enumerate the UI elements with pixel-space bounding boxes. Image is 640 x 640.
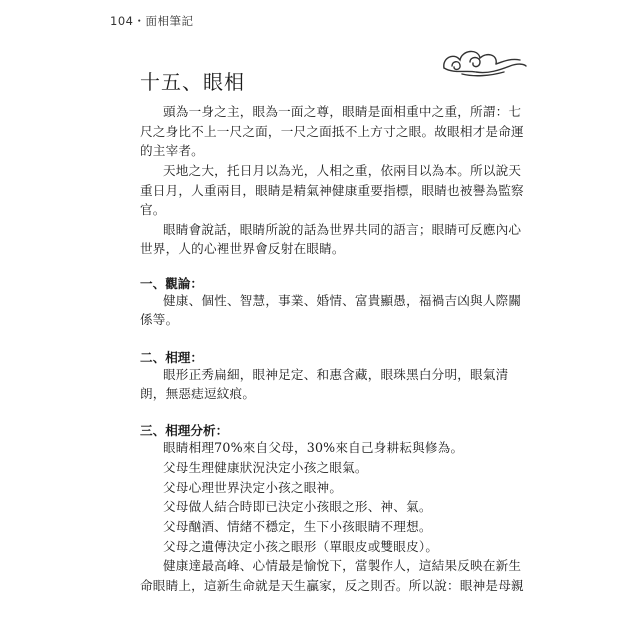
body-line: 父母生理健康狀況決定小孩之眼氣。 xyxy=(163,460,368,475)
cloud-ornament-icon xyxy=(440,44,528,78)
section-heading-1: 一、觀論： xyxy=(140,276,203,291)
chapter-title: 十五、眼相 xyxy=(140,70,245,94)
body-line: 健康達最高峰、心情最是愉悅下，當製作人，這結果反映在新生 xyxy=(163,558,522,573)
section-heading-3: 三、相理分析： xyxy=(140,423,229,438)
body-line: 的主宰者。 xyxy=(140,143,204,158)
body-line: 頭為一身之主，眼為一面之尊，眼睛是面相重中之重，所謂：七 xyxy=(163,104,522,119)
body-line: 係等。 xyxy=(140,312,179,327)
body-line: 父母酗酒、情緒不穩定，生下小孩眼睛不理想。 xyxy=(163,519,432,534)
body-line: 世界，人的心裡世界會反射在眼睛。 xyxy=(140,241,345,256)
body-line: 眼睛會說話，眼睛所說的話為世界共同的語言；眼睛可反應內心 xyxy=(163,222,522,237)
body-line: 眼睛相理70%來自父母，30%來自己身耕耘與修為。 xyxy=(163,440,464,455)
body-line: 健康、個性、智慧，事業、婚情、富貴顯愚，福禍吉凶與人際關 xyxy=(163,293,522,308)
body-line: 天地之大，托日月以為光，人相之重，依兩目以為本。所以說天 xyxy=(163,163,522,178)
body-line: 重日月，人重兩目，眼睛是精氣神健康重要指標，眼睛也被譽為監察 xyxy=(140,183,524,198)
body-line: 眼形正秀扁細，眼神足定、和惠含藏，眼珠黑白分明，眼氣清 xyxy=(163,367,509,382)
body-line: 朗，無惡痣逗紋痕。 xyxy=(140,386,256,401)
body-line: 父母之遺傳決定小孩之眼形（單眼皮或雙眼皮）。 xyxy=(163,539,439,554)
running-head: 104・面相筆記 xyxy=(110,14,194,28)
body-line: 父母做人結合時即已決定小孩眼之形、神、氣。 xyxy=(163,499,432,514)
section-heading-2: 二、相理： xyxy=(140,350,203,365)
body-line: 官。 xyxy=(140,202,166,217)
body-line: 尺之身比不上一尺之面，一尺之面抵不上方寸之眼。故眼相才是命運 xyxy=(140,124,524,139)
body-line: 父母心理世界決定小孩之眼神。 xyxy=(163,480,343,495)
body-line: 命眼睛上，這新生命就是天生贏家，反之則否。所以說：眼神是母親 xyxy=(140,578,524,593)
